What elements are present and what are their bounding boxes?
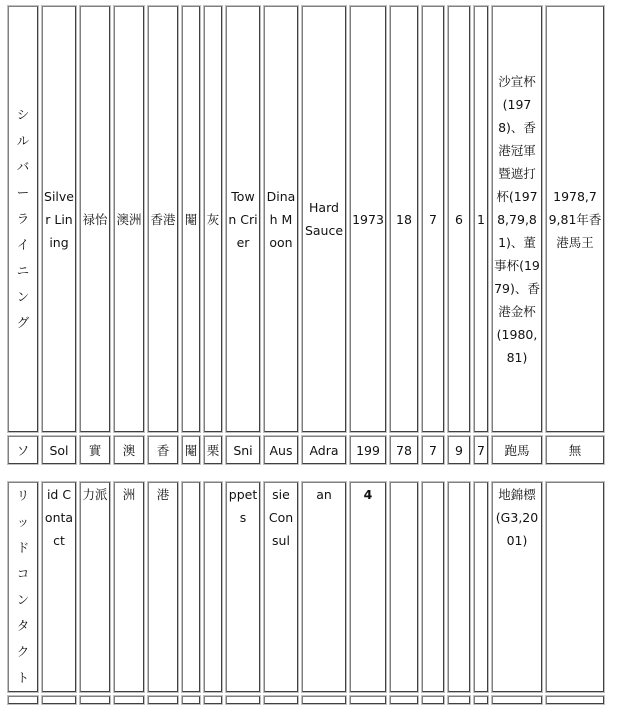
based-cell: 香港: [148, 6, 178, 432]
starts-cell: 18: [390, 6, 418, 432]
japanese-name-cell: シルバーライニング: [8, 6, 38, 432]
major-races-cell: 沙宣杯(1978)、香港冠軍暨遮打杯(1978,79,81)、董事杯(1979)、香港金杯(1980,81): [492, 6, 542, 432]
seconds-cell: 9: [448, 436, 470, 464]
japanese-name-cell: ソ: [8, 436, 38, 464]
color-cell: 栗: [204, 436, 222, 464]
table-row: [8, 436, 604, 464]
chinese-name-cell: 實: [80, 436, 110, 464]
sex-cell: [182, 482, 200, 692]
chinese-name-cell: 禄怡: [80, 6, 110, 432]
based-cell: 港: [148, 482, 178, 692]
english-name-cell: id Contact: [42, 482, 76, 692]
honors-cell: 1978,79,81年香港馬王: [546, 6, 604, 432]
wins-cell: 7: [422, 436, 444, 464]
page-break: [8, 468, 604, 478]
foaled-cell: 1973: [350, 6, 386, 432]
english-name-cell: Sol: [42, 436, 76, 464]
thirds-cell: [474, 482, 488, 692]
sex-cell: 閹: [182, 6, 200, 432]
major-races-cell: 跑馬: [492, 436, 542, 464]
foaled-cell: 199: [350, 436, 386, 464]
foaled-cell: 4: [350, 482, 386, 692]
sire-cell: ppets: [226, 482, 260, 692]
horse-table: [4, 2, 608, 708]
dam-sire-cell: an: [302, 482, 346, 692]
sire-cell: Town Crier: [226, 6, 260, 432]
wins-cell: [422, 482, 444, 692]
color-cell: 灰: [204, 6, 222, 432]
sire-cell: Sni: [226, 436, 260, 464]
empty-cell: [302, 696, 346, 704]
empty-cell: [182, 696, 200, 704]
empty-cell: [148, 696, 178, 704]
major-races-cell: 地錦標(G3,2001): [492, 482, 542, 692]
empty-cell: [226, 696, 260, 704]
empty-cell: [42, 696, 76, 704]
starts-cell: [390, 482, 418, 692]
origin-cell: 澳: [114, 436, 144, 464]
origin-cell: 洲: [114, 482, 144, 692]
japanese-name-cell: リッドコンタクト: [8, 482, 38, 692]
honors-cell: 無: [546, 436, 604, 464]
empty-cell: [264, 696, 298, 704]
empty-cell: [492, 696, 542, 704]
empty-cell: [546, 696, 604, 704]
empty-cell: [204, 696, 222, 704]
dam-sire-cell: Hard Sauce: [302, 6, 346, 432]
page-break-spacer: [8, 468, 604, 478]
empty-cell: [422, 696, 444, 704]
english-name-cell: Silver Lining: [42, 6, 76, 432]
thirds-cell: 7: [474, 436, 488, 464]
empty-cell: [8, 696, 38, 704]
starts-cell: 78: [390, 436, 418, 464]
chinese-name-cell: 力派: [80, 482, 110, 692]
empty-cell: [474, 696, 488, 704]
color-cell: [204, 482, 222, 692]
wins-cell: 7: [422, 6, 444, 432]
dam-cell: sie Consul: [264, 482, 298, 692]
seconds-cell: 6: [448, 6, 470, 432]
seconds-cell: [448, 482, 470, 692]
empty-cell: [114, 696, 144, 704]
dam-cell: Aus: [264, 436, 298, 464]
dam-sire-cell: Adra: [302, 436, 346, 464]
origin-cell: 澳洲: [114, 6, 144, 432]
empty-cell: [448, 696, 470, 704]
empty-cell: [80, 696, 110, 704]
thirds-cell: 1: [474, 6, 488, 432]
table-row: [8, 696, 604, 704]
dam-cell: Dinah Moon: [264, 6, 298, 432]
empty-cell: [350, 696, 386, 704]
table-row: [8, 6, 604, 432]
based-cell: 香: [148, 436, 178, 464]
table-row: [8, 482, 604, 692]
honors-cell: [546, 482, 604, 692]
empty-cell: [390, 696, 418, 704]
sex-cell: 閹: [182, 436, 200, 464]
